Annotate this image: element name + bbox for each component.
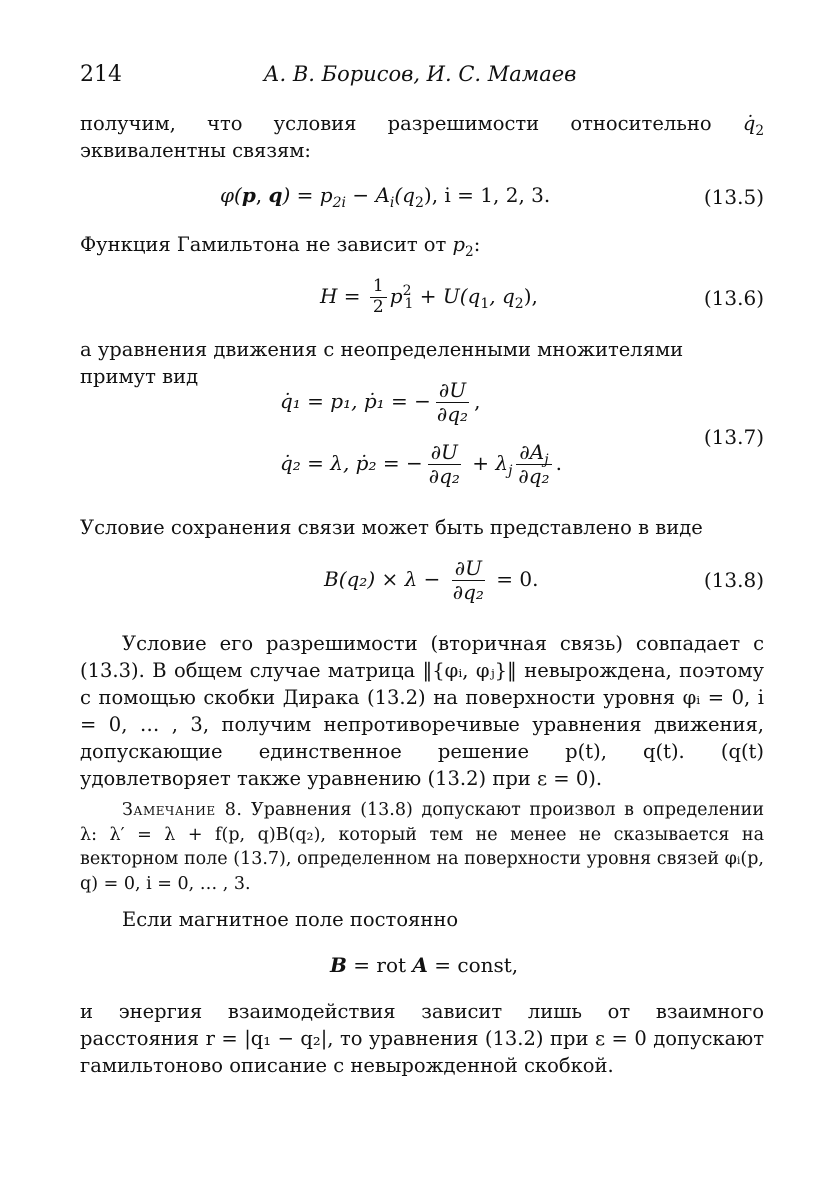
equation-number: (13.8) <box>703 568 764 592</box>
remark-8: Замечание 8. Уравнения (13.8) допускают произвол в определении λ: λ′ = λ + f(p, q)B(q₂), который тем не менее не сказывается на векторном поле (13.7), определенном на поверхности уровня связей φᵢ(p, q) = 0, i = 0, … , 3. <box>80 800 764 894</box>
page-number: 214 <box>80 62 122 87</box>
equation-13-6 <box>80 276 764 336</box>
equation-row-1: q̇₁ = p₁, ṗ₁ = − $\frac{\partial U}{\text{∂q₂}}$ , <box>280 378 481 426</box>
equation-number: (13.6) <box>703 286 764 310</box>
equation-body: H = $\frac{1}{2}$ $p^2_1 + U(q_1$, $q_2$), <box>320 276 538 317</box>
paragraph-energy: и энергия взаимодействия зависит лишь от взаимного расстояния r = |q₁ − q₂|, то уравнения (13.2) при ε = 0 допускают гамильтоново описание с невырожденной скобкой. <box>80 1000 764 1077</box>
paragraph-intro: получим, что условия разрешимости относительно $q̇_2$ эквивалентны связям: <box>80 112 764 162</box>
paragraph-motion: а уравнения движения с неопределенными множителями примут вид <box>80 338 684 388</box>
equation-body: φ(p, $q) = p_{2i} - A_i(q_2)$, i = 1, 2, 3. <box>220 183 551 211</box>
equation-magnetic-field <box>80 953 764 997</box>
q-dot-symbol: q̇ <box>742 112 756 135</box>
paragraph-hamiltonian: Функция Гамильтона не зависит от $p_2$: <box>80 233 481 260</box>
equation-number: (13.5) <box>703 185 764 209</box>
paragraph-text: получим, что условия разрешимости относительно <box>80 112 743 135</box>
paragraph-conservation: Условие сохранения связи может быть представлено в виде <box>80 516 703 539</box>
paragraph-text: эквивалентны связям: <box>80 139 311 162</box>
equation-number: (13.7) <box>703 425 764 449</box>
paragraph-solvability: Условие его разрешимости (вторичная связь) совпадает с (13.3). В общем случае матрица ‖{φᵢ, φⱼ}‖ невырождена, поэтому с помощью скобки Дирака (13.2) на поверхности уровня φᵢ = 0, i = 0, … , 3, получим непротиворечивые уравнения движения, допускающие единственное решение p(t), q(t). (q(t) удовлетворяет также уравнению (13.2) при ε = 0). <box>80 632 764 790</box>
paragraph-magnetic: Если магнитное поле постоянно <box>122 908 459 931</box>
equation-row-2: q̇₂ = λ, ṗ₂ = − $\frac{\partial U}{\text{∂q₂}}$ + $\lambda_j$ $\frac{\partial A_j}{\text{∂q₂}}$ . <box>280 440 562 488</box>
equation-body: B(q₂) × λ − $\frac{\partial U}{\text{∂q₂}}$ = 0. <box>324 556 539 604</box>
page-header <box>80 62 760 94</box>
equation-body: B = rot A = const, <box>330 953 519 977</box>
equation-13-5 <box>80 183 764 227</box>
remark-label: Замечание 8. <box>122 800 243 820</box>
equation-13-8 <box>80 558 764 614</box>
running-head: А. В. Борисов, И. С. Мамаев <box>263 62 577 86</box>
equation-13-7 <box>80 380 764 500</box>
